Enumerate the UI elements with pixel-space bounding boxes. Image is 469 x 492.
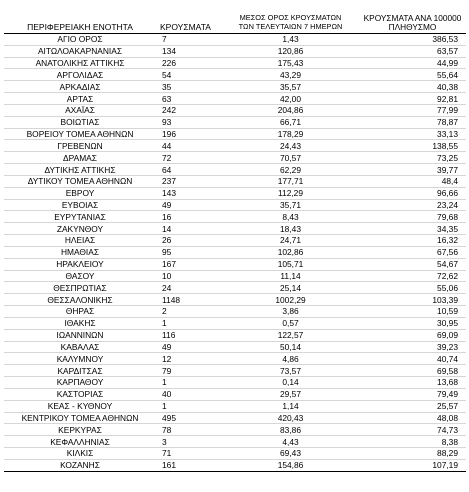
- per-100k-cell: 63,57: [359, 45, 466, 57]
- cases-cell: 16: [156, 211, 222, 223]
- per-100k-cell: 48,08: [359, 412, 466, 424]
- cases-cell: 49: [156, 199, 222, 211]
- per-100k-cell: 55,06: [359, 282, 466, 294]
- cases-cell: 72: [156, 152, 222, 164]
- region-cell: ΕΥΡΥΤΑΝΙΑΣ: [4, 211, 156, 223]
- per-100k-cell: 23,24: [359, 199, 466, 211]
- cases-cell: 95: [156, 246, 222, 258]
- average-cell: 18,43: [222, 223, 359, 235]
- average-cell: 102,86: [222, 246, 359, 258]
- region-cell: ΗΡΑΚΛΕΙΟΥ: [4, 258, 156, 270]
- cases-cell: 49: [156, 341, 222, 353]
- average-cell: 175,43: [222, 57, 359, 69]
- table-row: [4, 81, 466, 93]
- cases-cell: 54: [156, 69, 222, 81]
- average-cell: 69,43: [222, 447, 359, 459]
- per-100k-cell: 92,81: [359, 93, 466, 105]
- per-100k-cell: 69,58: [359, 365, 466, 377]
- header-per-100k-line1: ΚΡΟΥΣΜΑΤΑ ΑΝΑ 100000: [363, 13, 462, 23]
- table-row: [4, 282, 466, 294]
- cases-cell: 71: [156, 447, 222, 459]
- region-cell: ΓΡΕΒΕΝΩΝ: [4, 140, 156, 152]
- per-100k-cell: 78,87: [359, 116, 466, 128]
- cases-cell: 14: [156, 223, 222, 235]
- table-row: [4, 459, 466, 471]
- cases-cell: 93: [156, 116, 222, 128]
- cases-cell: 495: [156, 412, 222, 424]
- per-100k-cell: 79,68: [359, 211, 466, 223]
- cases-cell: 242: [156, 104, 222, 116]
- region-cell: ΑΝΑΤΟΛΙΚΗΣ ΑΤΤΙΚΗΣ: [4, 57, 156, 69]
- table-body: [4, 34, 466, 472]
- cases-cell: 10: [156, 270, 222, 282]
- region-cell: ΑΡΚΑΔΙΑΣ: [4, 81, 156, 93]
- per-100k-cell: 73,25: [359, 152, 466, 164]
- cases-cell: 226: [156, 57, 222, 69]
- cases-cell: 24: [156, 282, 222, 294]
- per-100k-cell: 30,95: [359, 317, 466, 329]
- header-region: ΠΕΡΙΦΕΡΕΙΑΚΗ ΕΝΟΤΗΤΑ: [27, 21, 133, 32]
- per-100k-cell: 79,49: [359, 388, 466, 400]
- region-cell: ΑΡΓΟΛΙΔΑΣ: [4, 69, 156, 81]
- region-cell: ΖΑΚΥΝΘΟΥ: [4, 223, 156, 235]
- per-100k-cell: 107,19: [359, 459, 466, 471]
- region-cell: ΗΜΑΘΙΑΣ: [4, 246, 156, 258]
- cases-cell: 1: [156, 377, 222, 389]
- per-100k-cell: 16,32: [359, 235, 466, 247]
- cases-cell: 196: [156, 128, 222, 140]
- region-cell: ΚΑΒΑΛΑΣ: [4, 341, 156, 353]
- table-row: [4, 412, 466, 424]
- average-cell: 50,14: [222, 341, 359, 353]
- average-cell: 120,86: [222, 45, 359, 57]
- cases-cell: 63: [156, 93, 222, 105]
- header-per-100k-line2: ΠΛΗΘΥΣΜΟ: [388, 21, 437, 32]
- average-cell: 83,86: [222, 424, 359, 436]
- region-cell: ΘΑΣΟΥ: [4, 270, 156, 282]
- average-cell: 177,71: [222, 175, 359, 187]
- header-per-100k: [359, 5, 466, 34]
- average-cell: 24,43: [222, 140, 359, 152]
- cases-cell: 44: [156, 140, 222, 152]
- region-cell: ΘΕΣΣΑΛΟΝΙΚΗΣ: [4, 294, 156, 306]
- per-100k-cell: 33,13: [359, 128, 466, 140]
- per-100k-cell: 34,35: [359, 223, 466, 235]
- region-cell: ΗΛΕΙΑΣ: [4, 235, 156, 247]
- table-row: [4, 258, 466, 270]
- per-100k-cell: 48,4: [359, 175, 466, 187]
- cases-cell: 12: [156, 353, 222, 365]
- cases-cell: 2: [156, 306, 222, 318]
- cases-cell: 161: [156, 459, 222, 471]
- average-cell: 11,14: [222, 270, 359, 282]
- region-cell: ΕΒΡΟΥ: [4, 187, 156, 199]
- average-cell: 24,71: [222, 235, 359, 247]
- average-cell: 204,86: [222, 104, 359, 116]
- per-100k-cell: 13,68: [359, 377, 466, 389]
- region-cell: ΘΕΣΠΡΩΤΙΑΣ: [4, 282, 156, 294]
- region-cell: ΚΕΡΚΥΡΑΣ: [4, 424, 156, 436]
- table-row: [4, 175, 466, 187]
- table-row: [4, 317, 466, 329]
- average-cell: 73,57: [222, 365, 359, 377]
- per-100k-cell: 39,77: [359, 164, 466, 176]
- average-cell: 8,43: [222, 211, 359, 223]
- per-100k-cell: 8,38: [359, 436, 466, 448]
- per-100k-cell: 386,53: [359, 34, 466, 46]
- table-row: [4, 377, 466, 389]
- table-row: [4, 128, 466, 140]
- per-100k-cell: 40,38: [359, 81, 466, 93]
- cases-cell: 79: [156, 365, 222, 377]
- region-cell: ΚΕΑΣ - ΚΥΘΝΟΥ: [4, 400, 156, 412]
- per-100k-cell: 55,64: [359, 69, 466, 81]
- average-cell: 1002,29: [222, 294, 359, 306]
- table-row: [4, 116, 466, 128]
- per-100k-cell: 72,62: [359, 270, 466, 282]
- table-row: [4, 424, 466, 436]
- average-cell: 25,14: [222, 282, 359, 294]
- average-cell: 420,43: [222, 412, 359, 424]
- table-row: [4, 45, 466, 57]
- region-cell: ΚΑΣΤΟΡΙΑΣ: [4, 388, 156, 400]
- cases-cell: 78: [156, 424, 222, 436]
- table-row: [4, 341, 466, 353]
- table-row: [4, 235, 466, 247]
- table-row: [4, 211, 466, 223]
- region-cell: ΑΧΑΪΑΣ: [4, 104, 156, 116]
- region-cell: ΚΕΦΑΛΛΗΝΙΑΣ: [4, 436, 156, 448]
- average-cell: 105,71: [222, 258, 359, 270]
- per-100k-cell: 44,99: [359, 57, 466, 69]
- region-cell: ΚΕΝΤΡΙΚΟΥ ΤΟΜΕΑ ΑΘΗΝΩΝ: [4, 412, 156, 424]
- table-row: [4, 57, 466, 69]
- cases-cell: 143: [156, 187, 222, 199]
- average-cell: 35,57: [222, 81, 359, 93]
- header-average-line2: ΤΩΝ ΤΕΛΕΥΤΑΙΩΝ 7 ΗΜΕΡΩΝ: [238, 21, 343, 31]
- table-row: [4, 246, 466, 258]
- per-100k-cell: 138,55: [359, 140, 466, 152]
- region-cell: ΔΥΤΙΚΟΥ ΤΟΜΕΑ ΑΘΗΝΩΝ: [4, 175, 156, 187]
- cases-cell: 237: [156, 175, 222, 187]
- per-100k-cell: 67,56: [359, 246, 466, 258]
- table-row: [4, 34, 466, 46]
- table-row: [4, 447, 466, 459]
- table-row: [4, 388, 466, 400]
- table-row: [4, 104, 466, 116]
- average-cell: 4,86: [222, 353, 359, 365]
- table-row: [4, 140, 466, 152]
- average-cell: 70,57: [222, 152, 359, 164]
- region-cell: ΚΟΖΑΝΗΣ: [4, 459, 156, 471]
- per-100k-cell: 74,73: [359, 424, 466, 436]
- region-cell: ΒΟΙΩΤΙΑΣ: [4, 116, 156, 128]
- average-cell: 4,43: [222, 436, 359, 448]
- per-100k-cell: 40,74: [359, 353, 466, 365]
- region-cell: ΚΑΡΠΑΘΟΥ: [4, 377, 156, 389]
- average-cell: 42,00: [222, 93, 359, 105]
- region-cell: ΙΩΑΝΝΙΝΩΝ: [4, 329, 156, 341]
- average-cell: 66,71: [222, 116, 359, 128]
- table-row: [4, 93, 466, 105]
- region-cell: ΒΟΡΕΙΟΥ ΤΟΜΕΑ ΑΘΗΝΩΝ: [4, 128, 156, 140]
- cases-cell: 1148: [156, 294, 222, 306]
- cases-cell: 35: [156, 81, 222, 93]
- table-row: [4, 223, 466, 235]
- cases-cell: 3: [156, 436, 222, 448]
- table-row: [4, 164, 466, 176]
- table-header: [4, 5, 466, 34]
- region-cell: ΚΙΛΚΙΣ: [4, 447, 156, 459]
- average-cell: 35,71: [222, 199, 359, 211]
- per-100k-cell: 69,09: [359, 329, 466, 341]
- per-100k-cell: 39,23: [359, 341, 466, 353]
- table-row: [4, 353, 466, 365]
- region-cell: ΘΗΡΑΣ: [4, 306, 156, 318]
- cases-cell: 116: [156, 329, 222, 341]
- average-cell: 62,29: [222, 164, 359, 176]
- region-cell: ΙΘΑΚΗΣ: [4, 317, 156, 329]
- region-cell: ΔΥΤΙΚΗΣ ΑΤΤΙΚΗΣ: [4, 164, 156, 176]
- cases-table: [4, 5, 466, 472]
- average-cell: 0,57: [222, 317, 359, 329]
- cases-cell: 7: [156, 34, 222, 46]
- average-cell: 1,14: [222, 400, 359, 412]
- table-row: [4, 152, 466, 164]
- cases-cell: 40: [156, 388, 222, 400]
- cases-cell: 1: [156, 400, 222, 412]
- header-row: [4, 5, 466, 34]
- cases-cell: 1: [156, 317, 222, 329]
- table-row: [4, 270, 466, 282]
- table-row: [4, 187, 466, 199]
- per-100k-cell: 103,39: [359, 294, 466, 306]
- table-row: [4, 436, 466, 448]
- region-cell: ΕΥΒΟΙΑΣ: [4, 199, 156, 211]
- table-row: [4, 400, 466, 412]
- table-row: [4, 365, 466, 377]
- header-average: [222, 5, 359, 34]
- header-cases: ΚΡΟΥΣΜΑΤΑ: [160, 21, 211, 32]
- average-cell: 0,14: [222, 377, 359, 389]
- per-100k-cell: 96,66: [359, 187, 466, 199]
- table-row: [4, 329, 466, 341]
- region-cell: ΚΑΡΔΙΤΣΑΣ: [4, 365, 156, 377]
- average-cell: 29,57: [222, 388, 359, 400]
- per-100k-cell: 54,67: [359, 258, 466, 270]
- table-row: [4, 306, 466, 318]
- cases-cell: 26: [156, 235, 222, 247]
- per-100k-cell: 25,57: [359, 400, 466, 412]
- average-cell: 43,29: [222, 69, 359, 81]
- per-100k-cell: 88,29: [359, 447, 466, 459]
- average-cell: 1,43: [222, 34, 359, 46]
- region-cell: ΑΡΤΑΣ: [4, 93, 156, 105]
- table-row: [4, 199, 466, 211]
- average-cell: 178,29: [222, 128, 359, 140]
- cases-cell: 64: [156, 164, 222, 176]
- header-average-line1: ΜΕΣΟΣ ΟΡΟΣ ΚΡΟΥΣΜΑΤΩΝ: [239, 13, 342, 22]
- region-cell: ΚΑΛΥΜΝΟΥ: [4, 353, 156, 365]
- average-cell: 3,86: [222, 306, 359, 318]
- table-row: [4, 294, 466, 306]
- average-cell: 122,57: [222, 329, 359, 341]
- table-row: [4, 69, 466, 81]
- cases-cell: 167: [156, 258, 222, 270]
- average-cell: 154,86: [222, 459, 359, 471]
- per-100k-cell: 77,99: [359, 104, 466, 116]
- region-cell: ΔΡΑΜΑΣ: [4, 152, 156, 164]
- region-cell: ΑΓΙΟ ΟΡΟΣ: [4, 34, 156, 46]
- per-100k-cell: 10,59: [359, 306, 466, 318]
- region-cell: ΑΙΤΩΛΟΑΚΑΡΝΑΝΙΑΣ: [4, 45, 156, 57]
- average-cell: 112,29: [222, 187, 359, 199]
- cases-cell: 134: [156, 45, 222, 57]
